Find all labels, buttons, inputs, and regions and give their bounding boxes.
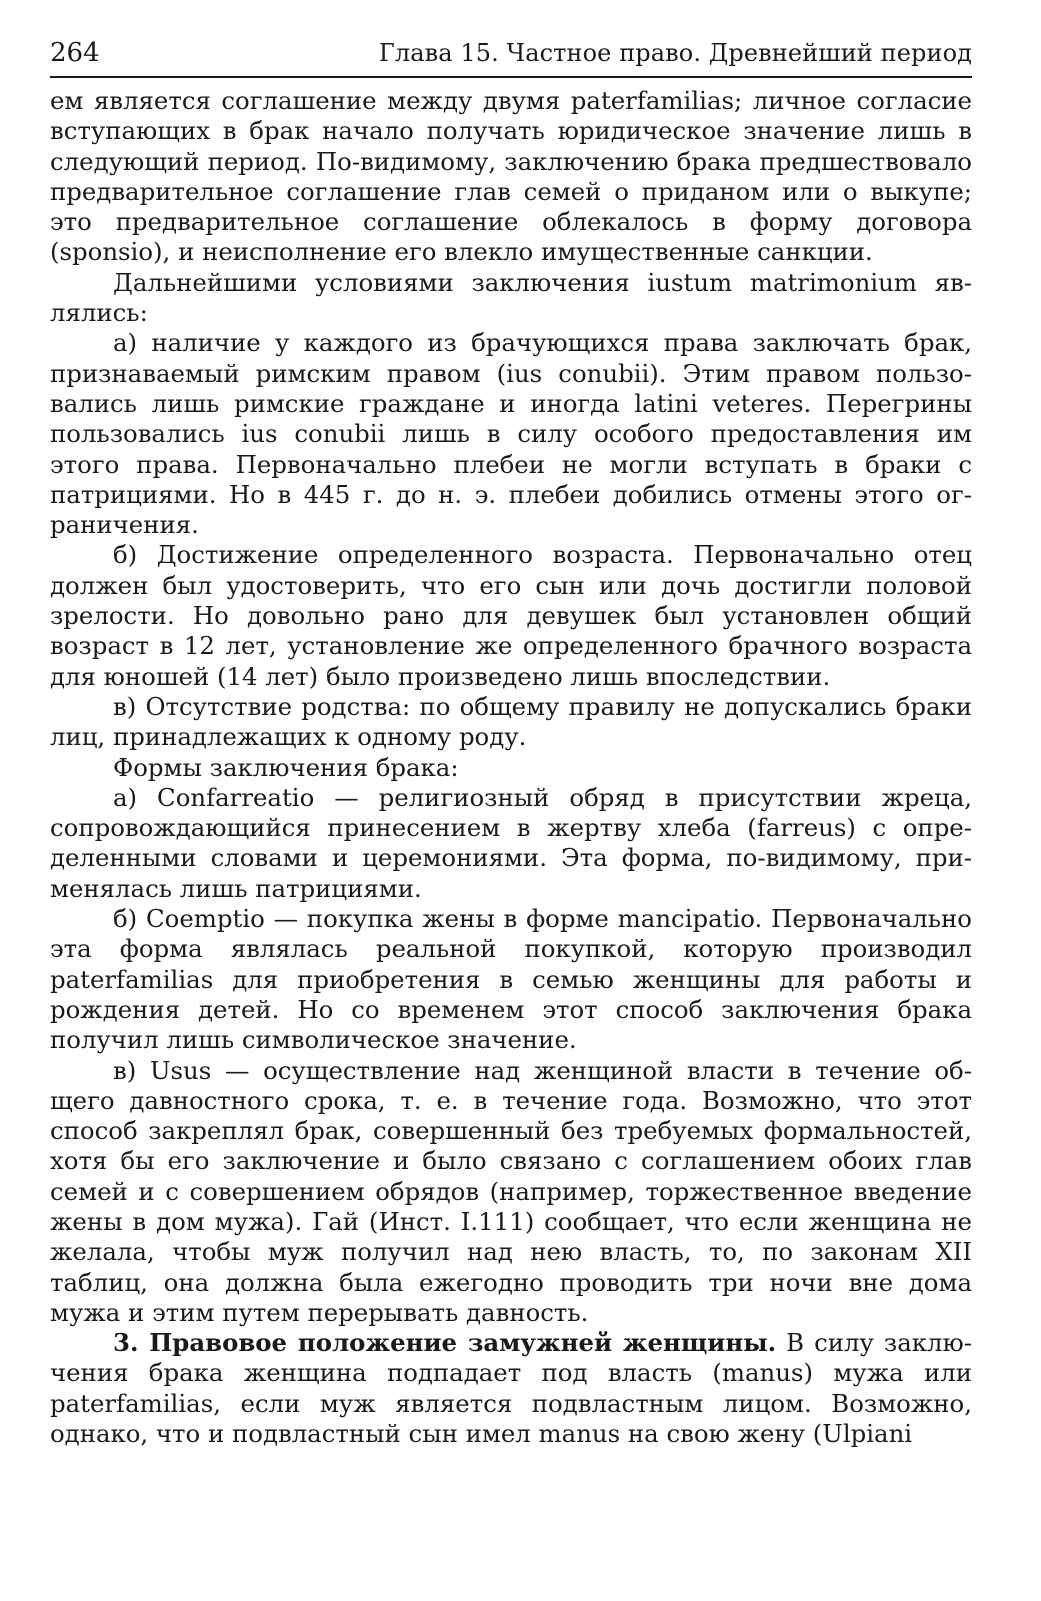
paragraph-form-a: а) Confarreatio — религиозный обряд в присутствии жреца, сопровождающийся принесением в жертву хлеба (farreus) с определенными словами и церемониями. Эта форма, по-видимому, применялась лишь патрициями. <box>50 782 972 903</box>
paragraph-form-c: в) Usus — осуществление над женщиной власти в течение общего давностного срока, т. е. в течение года. Возможно, что этот способ закреплял брак, совершенный без требуемых формальностей, хотя бы его заключение и было связано с соглашением обоих глав семей и с совершением обрядов (например, торжественное введение жены в дом мужа). Гай (Инст. I.111) сообщает, что если женщина не желала, чтобы муж получил над нею власть, то, по законам XII таблиц, она должна была ежегодно проводить три ночи вне дома мужа и этим путем перерывать давность. <box>50 1055 972 1327</box>
paragraph-section-3 <box>50 1328 972 1449</box>
paragraph-condition-b: б) Достижение определенного возраста. Первоначально отец должен был удостоверить, что его сын или дочь достигли половой зрелости. Но довольно рано для девушек был установлен общий возраст в 12 лет, установление же определенного брачного возраста для юношей (14 лет) было произведено лишь впоследствии. <box>50 540 972 691</box>
chapter-title: Глава 15. Частное право. Древнейший период <box>378 39 972 67</box>
page-number: 264 <box>50 38 100 68</box>
body-text <box>50 86 972 1449</box>
section-heading: 3. Правовое положение замужней женщины. <box>113 1328 777 1358</box>
book-page <box>50 36 972 1449</box>
section-3-text: В силу заключения брака женщина подпадает под власть (manus) мужа или paterfamilias, если муж является подвластным лицом. Возможно, однако, что и подвластный сын имел manus на свою жену (Ulpiani <box>50 1328 973 1449</box>
paragraph-condition-c: в) Отсутствие родства: по общему правилу не допускались браки лиц, принадлежащих к одному роду. <box>50 691 972 752</box>
paragraph-form-b: б) Coemptio — покупка жены в форме mancipatio. Первоначально эта форма являлась реальной покупкой, которую производил paterfamilias для приобретения в семью женщины для работы и рождения детей. Но со временем этот способ заключения брака получил лишь символическое значение. <box>50 904 972 1055</box>
paragraph-forms-intro: Формы заключения брака: <box>113 752 459 782</box>
running-header <box>50 36 972 78</box>
paragraph-condition-a: а) наличие у каждого из брачующихся права заключать брак, признаваемый римским правом (ius conubii). Этим правом пользовались лишь римские граждане и иногда latini veteres. Перегрины пользовались ius conubii лишь в силу особого предоставления им этого права. Первоначально плебеи не могли вступать в браки с патрициями. Но в 445 г. до н. э. плебеи добились отмены этого ограничения. <box>50 328 972 540</box>
paragraph-conditions-intro: Дальнейшими условиями заключения iustum matrimonium являлись: <box>50 267 972 328</box>
paragraph-continuation: ем является соглашение между двумя paterfamilias; личное согласие вступающих в брак начало получать юридическое значение лишь в следующий период. По-видимому, заключению брака предшествовало предварительное соглашение глав семей о приданом или о выкупе; это предварительное соглашение облекалось в форму договора (sponsio), и неисполнение его влекло имущественные санкции. <box>50 86 972 267</box>
